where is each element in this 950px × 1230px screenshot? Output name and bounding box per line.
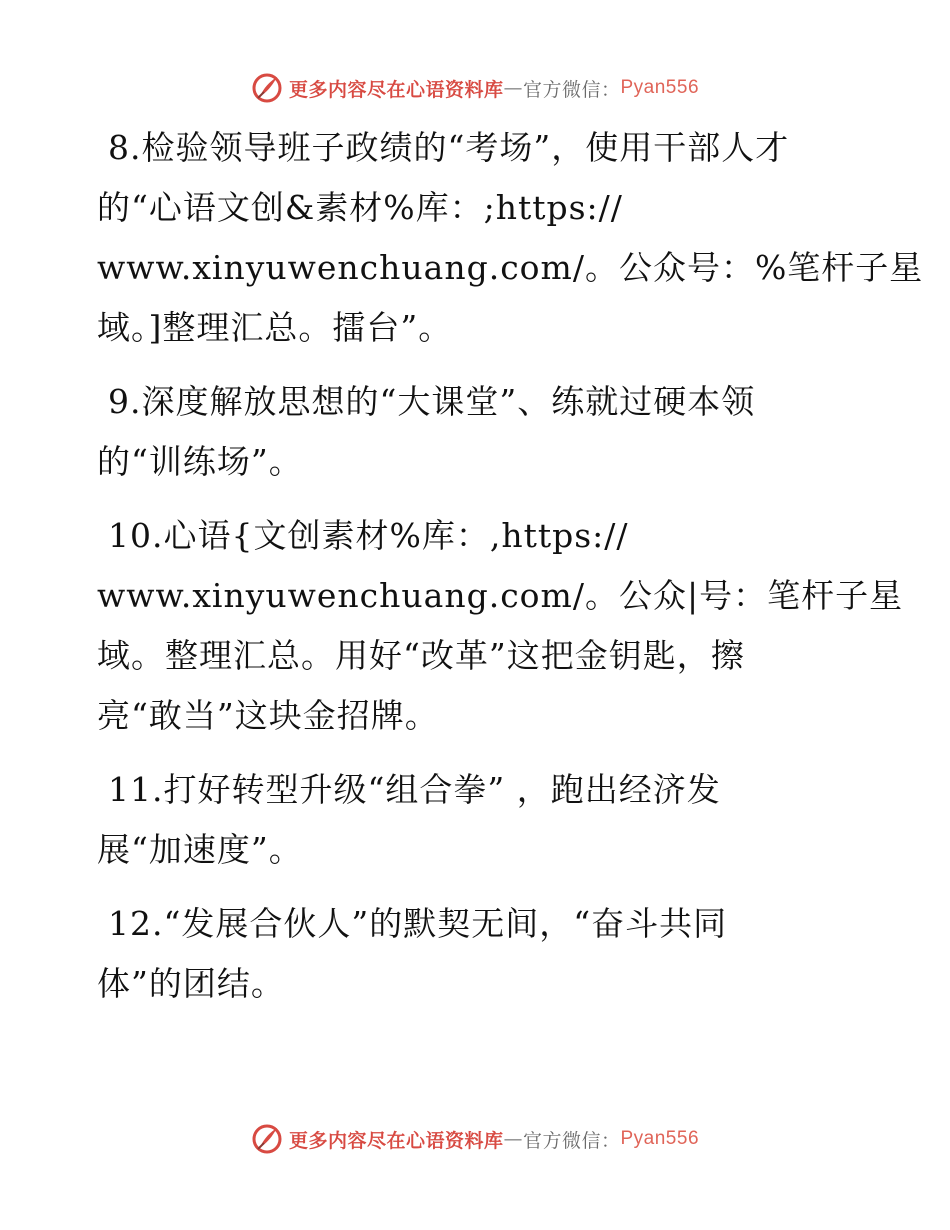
banner-dash: — [503,1128,523,1150]
banner-sub-text: 官方微信： [522,78,621,101]
banner-dash: — [503,77,523,99]
feather-quill-logo-icon [251,1123,283,1155]
banner-sub-text: 官方微信： [522,1129,621,1152]
banner-wechat-id: Pyan556 [620,77,700,98]
paragraph-line: 11.打好转型升级“组合拳” ，跑出经济发 [108,770,721,809]
paragraph-line: 的“心语文创&素材%库：;https:// [97,188,623,227]
paragraph-item-11 [97,760,857,880]
paragraph-line: 域。]整理汇总。擂台”。 [97,308,453,347]
footer-watermark-banner [0,1123,950,1155]
document-body [97,118,924,1028]
paragraph-line: 体”的团结。 [97,964,285,1003]
paragraph-item-10 [97,506,904,746]
paragraph-line: 展“加速度”。 [97,830,303,869]
paragraph-item-9 [97,372,857,492]
paragraph-line: www.xinyuwenchuang.com/。公众|号：笔杆子星 [97,576,904,615]
paragraph-line: www.xinyuwenchuang.com/。公众号：%笔杆子星 [97,248,924,287]
paragraph-line: 8.检验领导班子政绩的“考场”，使用干部人才 [108,128,790,167]
feather-quill-logo-icon [251,72,283,104]
paragraph-line: 的“训练场”。 [97,442,303,481]
paragraph-item-12 [97,894,857,1014]
paragraph-line: 域。整理汇总。用好“改革”这把金钥匙，擦 [97,636,745,675]
banner-wechat-id: Pyan556 [620,1128,700,1149]
header-watermark-banner [0,72,950,104]
paragraph-item-8 [97,118,924,358]
banner-main-text: 更多内容尽在心语资料库 [288,78,504,101]
paragraph-line: 12.“发展合伙人”的默契无间，“奋斗共同 [108,904,728,943]
paragraph-line: 10.心语{文创素材%库：,https:// [108,516,629,555]
paragraph-line: 亮“敢当”这块金招牌。 [97,696,439,735]
banner-main-text: 更多内容尽在心语资料库 [288,1129,504,1152]
paragraph-line: 9.深度解放思想的“大课堂”、练就过硬本领 [108,382,756,421]
